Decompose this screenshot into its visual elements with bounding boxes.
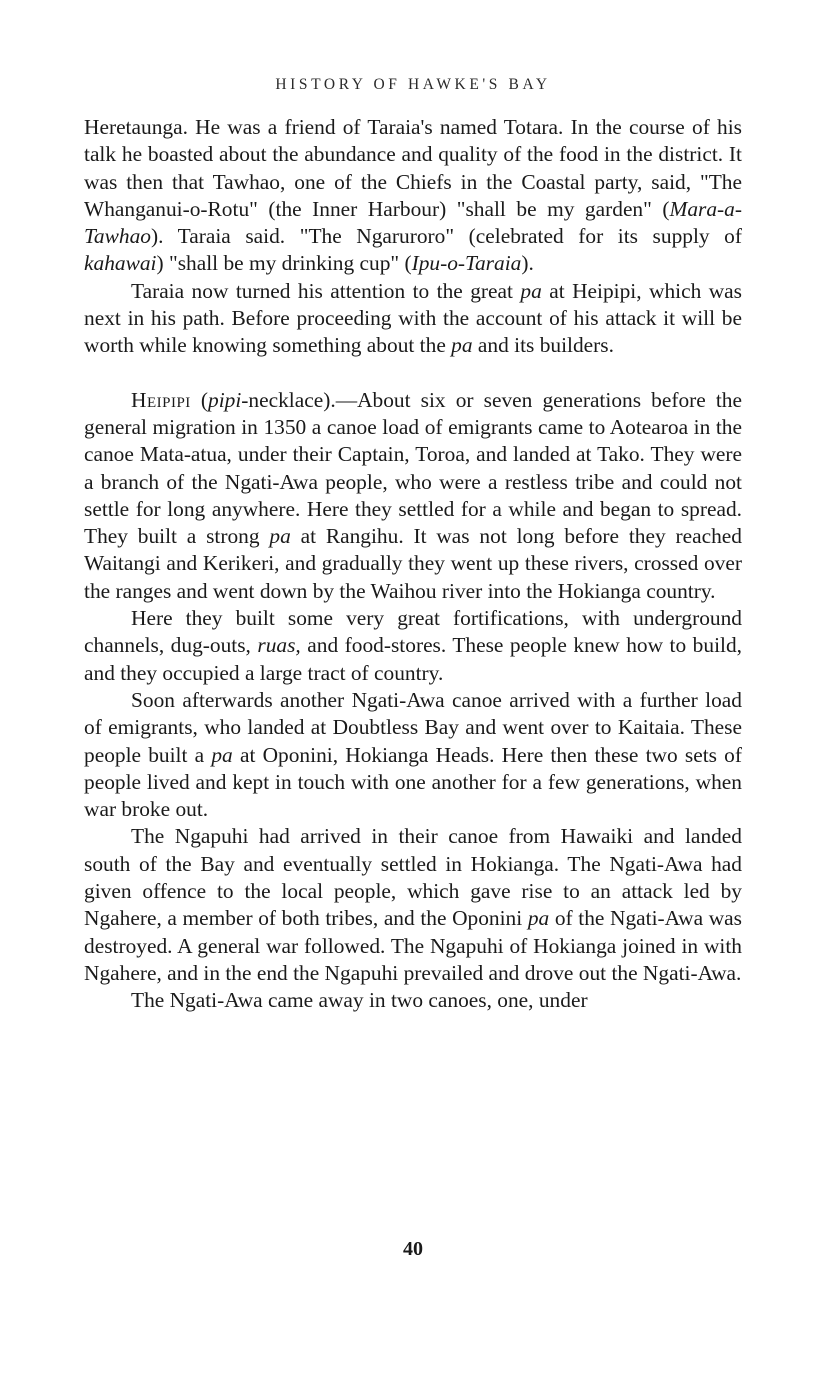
body-text bbox=[84, 114, 742, 1015]
italic-term: pa bbox=[527, 906, 550, 931]
paragraph-text: at Rangihu. It was not long before they reached Waitangi and Kerikeri, and gradually they went up these rivers, crossed over the ranges and went down by the Waihou river into the Hokianga country. bbox=[84, 524, 742, 603]
italic-term: kahawai bbox=[84, 251, 157, 276]
paragraph-text: Taraia now turned his attention to the great bbox=[131, 278, 521, 303]
italic-term: ruas, bbox=[257, 633, 301, 658]
paragraph-heipipi bbox=[84, 387, 742, 605]
section-heading: Heipipi bbox=[131, 387, 191, 412]
paragraph-second-canoe bbox=[84, 687, 742, 823]
italic-term: Mara-a-Tawhao bbox=[84, 196, 742, 249]
italic-term: pipi bbox=[208, 387, 242, 412]
italic-term: pa bbox=[451, 333, 473, 358]
italic-term: pa bbox=[520, 278, 542, 303]
running-header: HISTORY OF HAWKE'S BAY bbox=[275, 76, 551, 93]
paragraph-departure bbox=[84, 987, 742, 1014]
paragraph-text: The Ngapuhi had arrived in their canoe from Hawaiki and landed south of the Bay and eventually settled in Hokianga. The Ngati-Awa had given offence to the local people, which gave rise to an attack led by Ngahere, a member of both tribes, and the Oponini bbox=[84, 824, 742, 931]
page-number: 40 bbox=[403, 1238, 423, 1260]
italic-term: pa bbox=[211, 742, 233, 767]
paragraph-taraia bbox=[84, 278, 742, 360]
paragraph-text: The Ngati-Awa came away in two canoes, one, under bbox=[131, 988, 588, 1013]
paragraph-text: at Oponini, Hokianga Heads. Here then these two sets of people lived and kept in touch with one another for a few generations, when war broke out. bbox=[84, 742, 743, 822]
paragraph-text: Here they built some very great fortifications, with underground channels, dug-outs, bbox=[84, 606, 742, 658]
paragraph-text: at Heipipi, which was next in his path. Before proceeding with the account of his attack it will be worth while knowing something about the bbox=[84, 278, 742, 358]
paragraph-text: Heretaunga. He was a friend of Taraia's named Totara. In the course of his talk he boasted about the abundance and quality of the food in the district. It was then that Tawhao, one of the Chiefs in the Coastal party, said, "The Whanganui-o-Rotu" (the Inner Harbour) "shall be my garden" ( bbox=[84, 115, 742, 221]
paragraph-text: ( bbox=[190, 387, 209, 412]
paragraph-text: ). bbox=[521, 251, 534, 276]
paragraph-ngapuhi bbox=[84, 823, 742, 987]
paragraph-text: ) "shall be my drinking cup" ( bbox=[156, 251, 412, 276]
paragraph-fortifications bbox=[84, 605, 742, 687]
paragraph-text: -necklace).—About six or seven generations before the general migration in 1350 a canoe load of emigrants came to Aotearoa in the canoe Mata-atua, under their Captain, Toroa, and landed at Tako. They were a branch of the Ngati-Awa people, who were a restless tribe and could not settle for long anywhere. Here they settled for a while and began to spread. They built a strong bbox=[84, 387, 742, 549]
paragraph-text: and its builders. bbox=[472, 333, 614, 358]
italic-term: Ipu-o-Taraia bbox=[411, 251, 522, 276]
paragraph-heretaunga bbox=[84, 114, 742, 278]
paragraph-text: and food-stores. These people knew how to build, and they occupied a large tract of country. bbox=[84, 633, 743, 685]
section-gap bbox=[84, 360, 742, 387]
paragraph-text: ). Taraia said. "The Ngaruroro" (celebrated for its supply of bbox=[150, 224, 742, 249]
paragraph-text: Soon afterwards another Ngati-Awa canoe arrived with a further load of emigrants, who landed at Doubtless Bay and went over to Kaitaia. These people built a bbox=[84, 687, 742, 767]
italic-term: pa bbox=[269, 524, 291, 549]
paragraph-text: of the Ngati-Awa was destroyed. A general war followed. The Ngapuhi of Hokianga joined in with Ngahere, and in the end the Ngapuhi prevailed and drove out the Ngati-Awa. bbox=[84, 906, 742, 985]
